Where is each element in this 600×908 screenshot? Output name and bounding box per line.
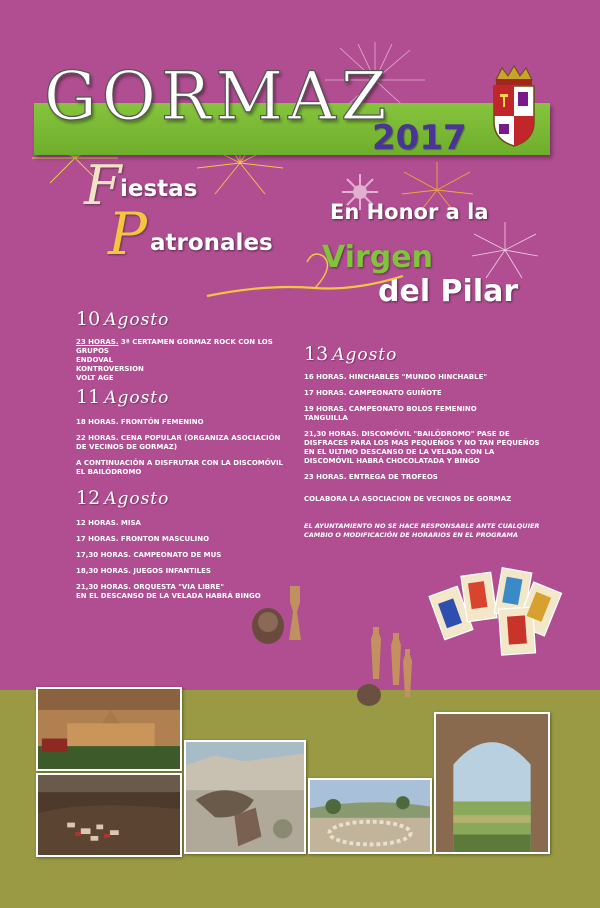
- event: 23 HORAS. ENTREGA DE TROFEOS: [304, 473, 438, 481]
- photo-stone-circle: [308, 778, 432, 854]
- event: A CONTINUACIÓN A DISFRUTAR CON LA DISCOMÓVIL EL BAILÓDROMO: [76, 459, 284, 476]
- photo-village-aerial: [36, 773, 182, 857]
- event: 17 HORAS. CAMPEONATO GUIÑOTE: [304, 389, 442, 397]
- event: 21,30 HORAS. ORQUESTA "VIA LIBRE" EN EL DESCANSO DE LA VELADA HABRÁ BINGO: [76, 583, 261, 600]
- event: 17 HORAS. FRONTON MASCULINO: [76, 535, 210, 543]
- decorative-swirl: [205, 236, 405, 306]
- virgen-text: Virgen: [322, 240, 433, 275]
- day-heading: 12 Agosto: [76, 487, 170, 509]
- photo-fuente: [36, 687, 182, 771]
- photo-castle-rocks: [184, 740, 306, 854]
- day-11: [76, 386, 306, 484]
- day-heading: 11 Agosto: [76, 386, 170, 408]
- event: 12 HORAS. MISA: [76, 519, 141, 527]
- pelota-glove-icon: [250, 582, 315, 652]
- photo-arch-view: [434, 712, 550, 854]
- decorative-initial-p: P: [108, 200, 148, 268]
- day-heading: 13 Agosto: [304, 343, 398, 365]
- event: 17,30 HORAS. CAMPEONATO DE MUS: [76, 551, 222, 559]
- event: 19 HORAS. CAMPEONATO BOLOS FEMENINO TANGUILLA: [304, 405, 477, 422]
- event: 21,30 HORAS. DISCOMÓVIL "BAILÓDROMO" PASE DE DISFRACES PARA LOS MAS PEQUEÑOS Y NO TAN PEQUEÑOS EN EL ULTIMO DESCANSO DE LA VELADA CON LA DISCOMÓVIL HABRÁ CHOCOLATADA Y BINGO: [304, 430, 540, 465]
- disclaimer-note: EL AYUNTAMIENTO NO SE HACE RESPONSABLE ANTE CUALQUIER CAMBIO O MODIFICACIÓN DE HORARIOS EN EL PROGRAMA: [304, 522, 540, 539]
- event: 22 HORAS. CENA POPULAR (ORGANIZA ASOCIACIÓN DE VECINOS DE GORMAZ): [76, 434, 281, 451]
- playing-cards-icon: [428, 560, 578, 660]
- event: 18,30 HORAS. JUEGOS INFANTILES: [76, 567, 211, 575]
- coat-of-arms-icon: [488, 64, 540, 148]
- event: 18 HORAS. FRONTÓN FEMENINO: [76, 418, 204, 426]
- honor-line: En Honor a la: [330, 200, 489, 224]
- decorative-initial-f: F: [84, 154, 122, 217]
- day-heading: 10 Agosto: [76, 308, 170, 330]
- town-name: GORMAZ: [44, 58, 392, 135]
- event: 16 HORAS. HINCHABLES "MUNDO HINCHABLE": [304, 373, 488, 381]
- event: 23 HORAS. 3ª CERTAMEN GORMAZ ROCK CON LOS GRUPOS ENDOVAL KONTROVERSION VOLT AGE: [76, 338, 273, 382]
- title-word-patronales: atronales: [150, 230, 273, 256]
- title-word-fiestas: iestas: [120, 176, 198, 202]
- firework-icon: [470, 220, 540, 280]
- year: 2017: [372, 118, 467, 158]
- day-13: [304, 343, 564, 489]
- del-pilar-text: del Pilar: [378, 274, 519, 309]
- colabora-note: COLABORA LA ASOCIACION DE VECINOS DE GORMAZ: [304, 495, 512, 503]
- bolos-icon: [355, 625, 425, 720]
- day-10: [76, 308, 306, 390]
